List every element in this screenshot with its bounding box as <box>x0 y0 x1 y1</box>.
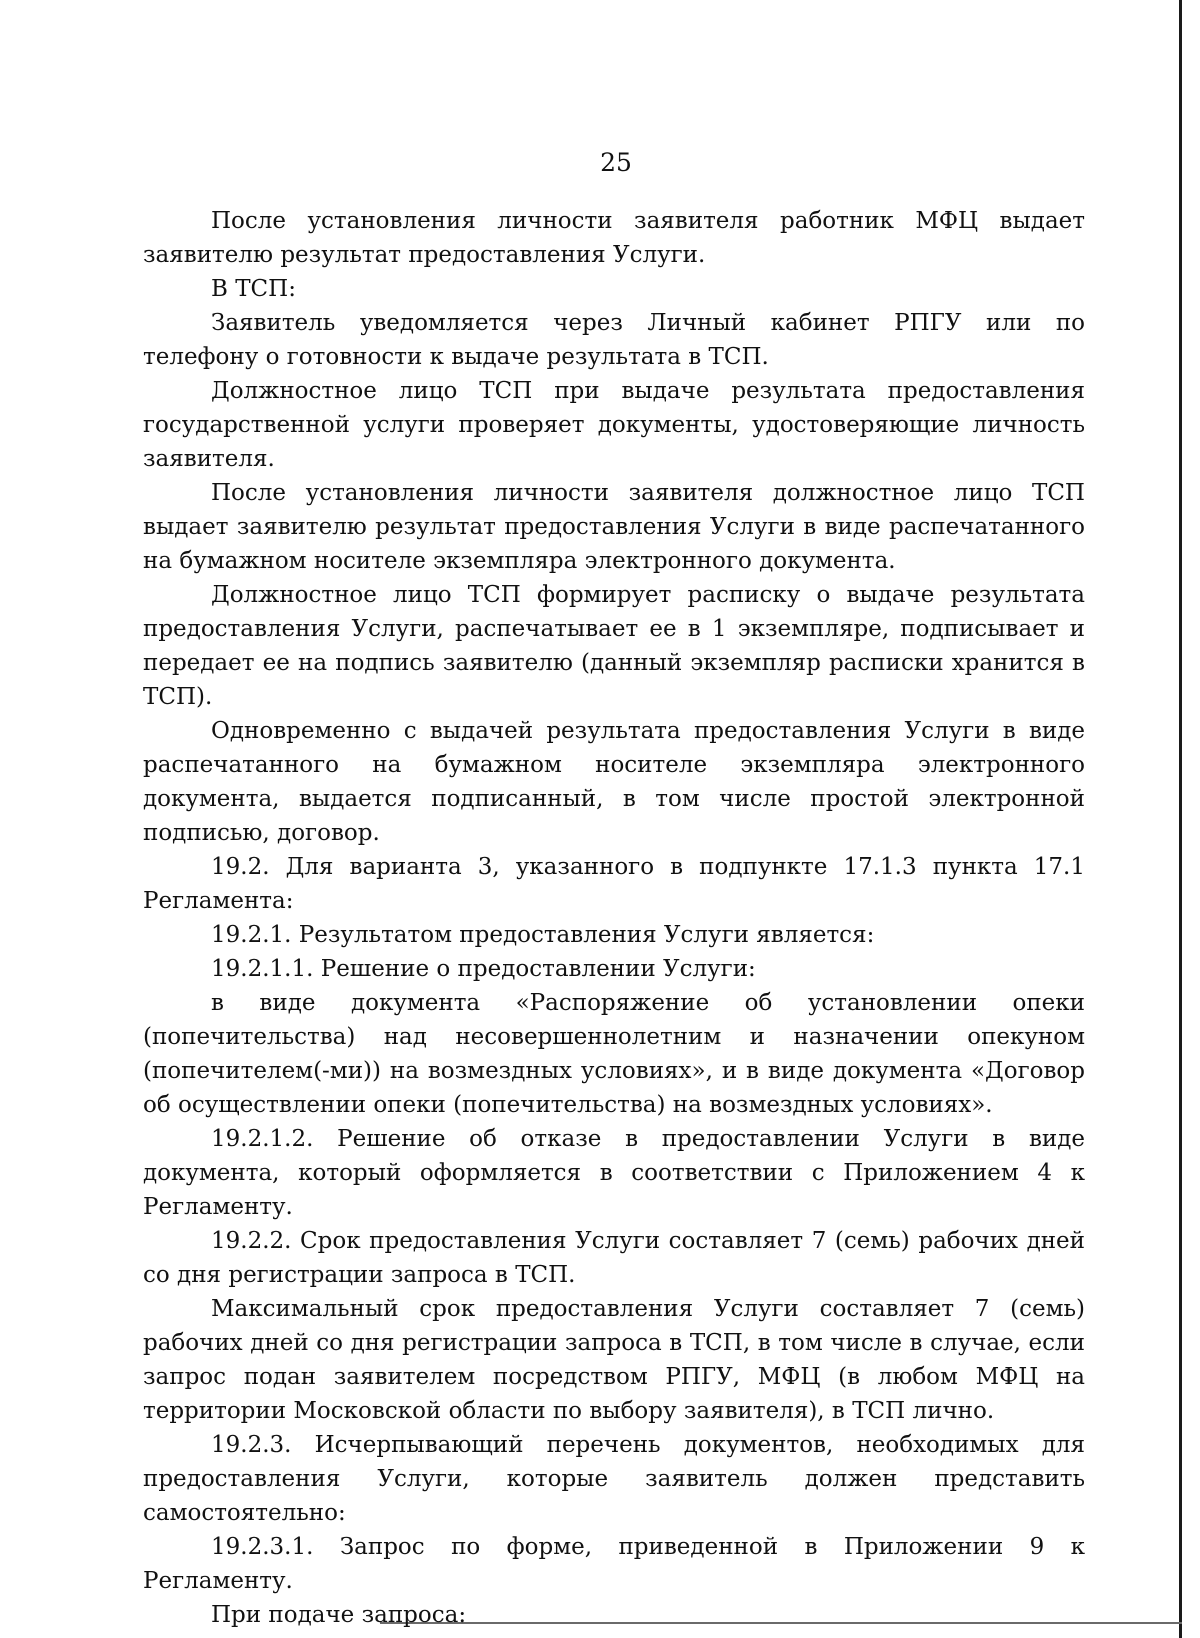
paragraph: При подаче запроса: <box>211 1602 467 1628</box>
paragraph: 19.2.1. Результатом предоставления Услуги является: <box>211 922 875 948</box>
paragraph: Должностное лицо ТСП формирует расписку о выдаче результата предоставления Услуги, распечатывает ее в 1 экземпляре, подписывает и передает ее на подпись заявителю (данный экземпляр расписки хранится в ТСП). <box>143 582 1085 710</box>
paragraph: После установления личности заявителя должностное лицо ТСП выдает заявителю результат предоставления Услуги в виде распечатанного на бумажном носителе экземпляра электронного документа. <box>143 480 1085 574</box>
paragraph: 19.2.1.2. Решение об отказе в предоставлении Услуги в виде документа, который оформляется в соответствии с Приложением 4 к Регламенту. <box>143 1126 1085 1220</box>
paragraph: 19.2. Для варианта 3, указанного в подпункте 17.1.3 пункта 17.1 Регламента: <box>143 854 1085 914</box>
paragraph: 19.2.1.1. Решение о предоставлении Услуги: <box>211 956 756 982</box>
document-body <box>143 204 1085 1632</box>
paragraph: Заявитель уведомляется через Личный кабинет РПГУ или по телефону о готовности к выдаче результата в ТСП. <box>143 310 1085 370</box>
paragraph: Максимальный срок предоставления Услуги составляет 7 (семь) рабочих дней со дня регистрации запроса в ТСП, в том числе в случае, если запрос подан заявителем посредством РПГУ, МФЦ (в любом МФЦ на территории Московской области по выбору заявителя), в ТСП лично. <box>143 1296 1085 1424</box>
page-edge-right <box>1179 0 1182 1638</box>
page-number: 25 <box>600 148 632 177</box>
paragraph: 19.2.2. Срок предоставления Услуги составляет 7 (семь) рабочих дней со дня регистрации запроса в ТСП. <box>143 1228 1085 1288</box>
paragraph: Одновременно с выдачей результата предоставления Услуги в виде распечатанного на бумажном носителе экземпляра электронного документа, выдается подписанный, в том числе простой электронной подписью, договор. <box>143 718 1085 846</box>
paragraph: 19.2.3.1. Запрос по форме, приведенной в Приложении 9 к Регламенту. <box>143 1534 1085 1594</box>
paragraph: Должностное лицо ТСП при выдаче результата предоставления государственной услуги проверяет документы, удостоверяющие личность заявителя. <box>143 378 1085 472</box>
paragraph: В ТСП: <box>211 276 296 302</box>
paragraph: в виде документа «Распоряжение об установлении опеки (попечительства) над несовершеннолетним и назначении опекуном (попечителем(-ми)) на возмездных условиях», и в виде документа «Договор об осуществлении опеки (попечительства) на возмездных условиях». <box>143 990 1085 1118</box>
paragraph: 19.2.3. Исчерпывающий перечень документов, необходимых для предоставления Услуги, которые заявитель должен представить самостоятельно: <box>143 1432 1085 1526</box>
paragraph: После установления личности заявителя работник МФЦ выдает заявителю результат предоставления Услуги. <box>143 208 1085 268</box>
